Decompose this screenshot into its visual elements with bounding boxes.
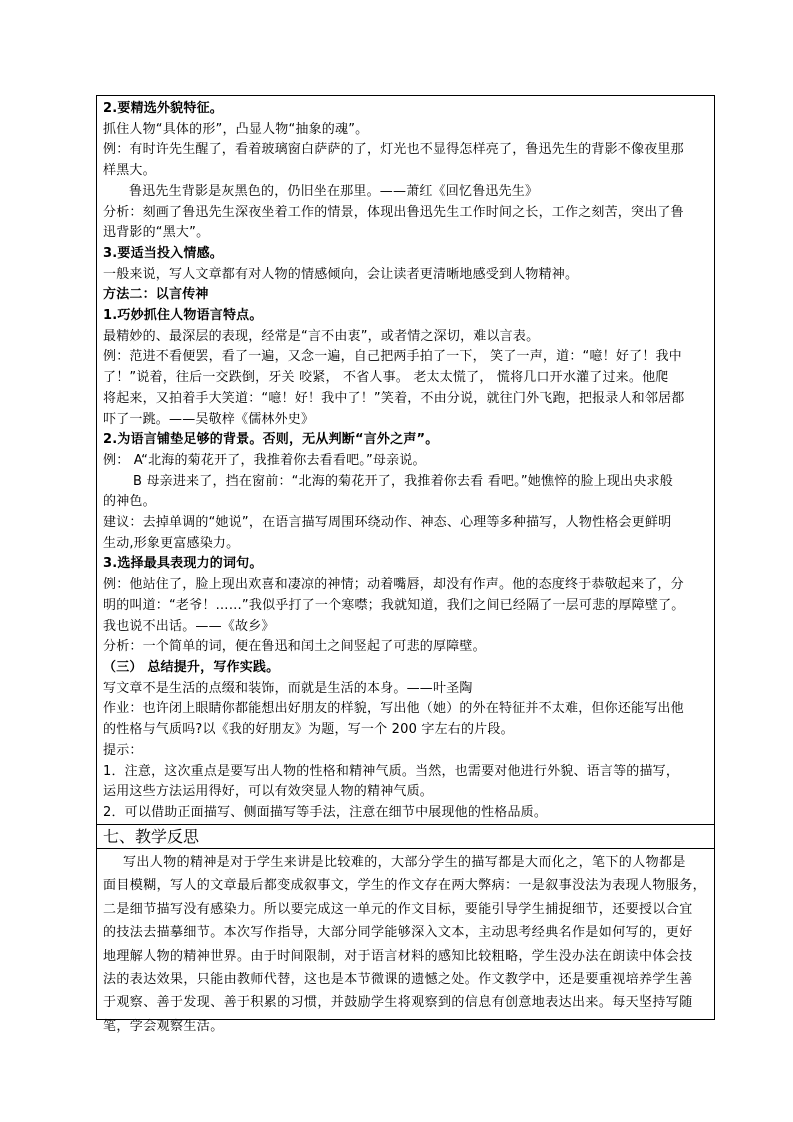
text-line: 提示： [103, 742, 143, 758]
text-line: 我也说不出话。——《故乡》 [103, 618, 275, 634]
text-line: 吓了一跳。——吴敬梓《儒林外史》 [103, 411, 315, 427]
heading-expressive-words: 3.选择最具表现力的词句。 [103, 556, 263, 572]
section-title-reflection: 七、教学反思 [97, 825, 714, 849]
text-line: 迅背影的“黑大”。 [103, 225, 210, 241]
text-line: 样黑大。 [103, 163, 156, 179]
text-line: 法的表达效果，只能由教师代替，这也是本节微课的遗憾之处。作文教学中，还是要重视培养学生善 [103, 972, 693, 988]
text-line: 的神色。 [103, 494, 156, 510]
text-line: 2．可以借助正面描写、侧面描写等手法，注意在细节中展现他的性格品质。 [103, 804, 548, 820]
text-line: 分析：刻画了鲁迅先生深夜坐着工作的情景，体现出鲁迅先生工作时间之长，工作之刻苦，突出了鲁 [103, 204, 684, 220]
text-line: 于观察、善于发现、善于积累的习惯，并鼓励学生将观察到的信息有创意地表达出来。每天坚持写随 [103, 995, 693, 1011]
text-line: 将起来，又拍着手大笑道：“噫！好！我中了！”笑着，不由分说，就往门外飞跑，把报录人和邻居都 [103, 390, 685, 406]
text-line: 生动,形象更富感染力。 [103, 535, 240, 551]
text-line: 面目模糊，写人的文章最后都变成叙事文，学生的作文存在两大弊病：一是叙事没法为表现人物服务， [103, 878, 707, 894]
text-line: 例：他站住了，脸上现出欢喜和凄凉的神情；动着嘴唇，却没有作声。他的态度终于恭敬起来了，分 [103, 577, 684, 593]
content-table [96, 95, 715, 1034]
text-line: 的性格与气质吗?以《我的好朋友》为题，写一个 200 字左右的片段。 [103, 722, 514, 738]
text-line: 鲁迅先生背影是灰黑色的，仍旧坐在那里。——萧红《回忆鲁迅先生》 [129, 183, 539, 199]
heading-appearance: 2.要精选外貌特征。 [103, 101, 223, 116]
heading-background: 2.为语言铺垫足够的背景。否则，无从判断“言外之声”。 [103, 432, 439, 448]
text-line: 作业：也许闭上眼睛你都能想出好朋友的样貌，写出他（她）的外在特征并不太难，但你还能写出他 [103, 701, 684, 717]
text-line: 例：有时许先生醒了，看着玻璃窗白萨萨的了，灯光也不显得怎样亮了，鲁迅先生的背影不像夜里那 [103, 142, 684, 158]
text-line: 运用这些方法运用得好，可以有效突显人物的精神气质。 [103, 784, 434, 800]
text-line: 明的叫道：“老爷！……”我似乎打了一个寒噤；我就知道，我们之间已经隔了一层可悲的厚障壁了。 [103, 597, 685, 613]
heading-emotion: 3.要适当投入情感。 [103, 245, 223, 261]
text-line: 了！”说着，往后一交跌倒，牙关 咬紧， 不省人事。 老太太慌了， 慌将几口开水灌了过来。他爬 [103, 370, 669, 386]
text-line: 地理解人物的精神世界。由于时间限制，对于语言材料的感知比较粗略，学生没办法在朗读中体会技 [103, 948, 693, 964]
text-line: 一般来说，写人文章都有对人物的情感倾向，会让读者更清晰地感受到人物精神。 [103, 266, 579, 282]
text-line: 写文章不是生活的点缀和装饰，而就是生活的本身。——叶圣陶 [103, 680, 473, 696]
text-line: 笔，学会观察生活。 [103, 1018, 224, 1034]
reflection-cell [97, 850, 714, 1038]
teaching-content-cell [97, 96, 714, 825]
heading-language-features: 1.巧妙抓住人物语言特点。 [103, 308, 263, 324]
text-line: 最精妙的、最深层的表现，经常是“言不由衷”，或者情之深切，难以言表。 [103, 328, 540, 344]
heading-summary: （三） 总结提升，写作实践。 [103, 659, 280, 675]
text-line: 的技法去描摹细节。本次写作指导，大部分同学能够深入文本，主动思考经典名作是如何写的，更好 [103, 925, 693, 941]
text-line: 1．注意，这次重点是要写出人物的性格和精神气质。当然，也需要对他进行外貌、语言等的描写， [103, 763, 680, 779]
text-line: 例： A“北海的菊花开了，我推着你去看看吧。”母亲说。 [103, 452, 426, 468]
text-line: 例：范进不看便罢，看了一遍，又念一遍，自己把两手拍了一下， 笑了一声，道：“噫！好了！我中 [103, 349, 682, 365]
text-line: 建议：去掉单调的“她说”，在语言描写周围环绕动作、神态、心理等多种描写，人物性格会更鲜明 [103, 515, 672, 531]
heading-method-two: 方法二：以言传神 [103, 287, 209, 303]
text-line: B 母亲进来了，挡在窗前：“北海的菊花开了，我推着你去看 看吧。”她憔悴的脸上现出央求般 [133, 473, 673, 489]
text-line: 抓住人物“具体的形”，凸显人物“抽象的魂”。 [103, 121, 369, 137]
text-line: 写出人物的精神是对于学生来讲是比较难的，大部分学生的描写都是大而化之，笔下的人物都是 [123, 855, 686, 870]
text-line: 分析：一个简单的词，便在鲁迅和闰土之间竖起了可悲的厚障壁。 [103, 639, 486, 655]
text-line: 二是细节描写没有感染力。所以要完成这一单元的作文目标，要能引导学生捕捉细节，还要授以合宜 [103, 901, 693, 917]
